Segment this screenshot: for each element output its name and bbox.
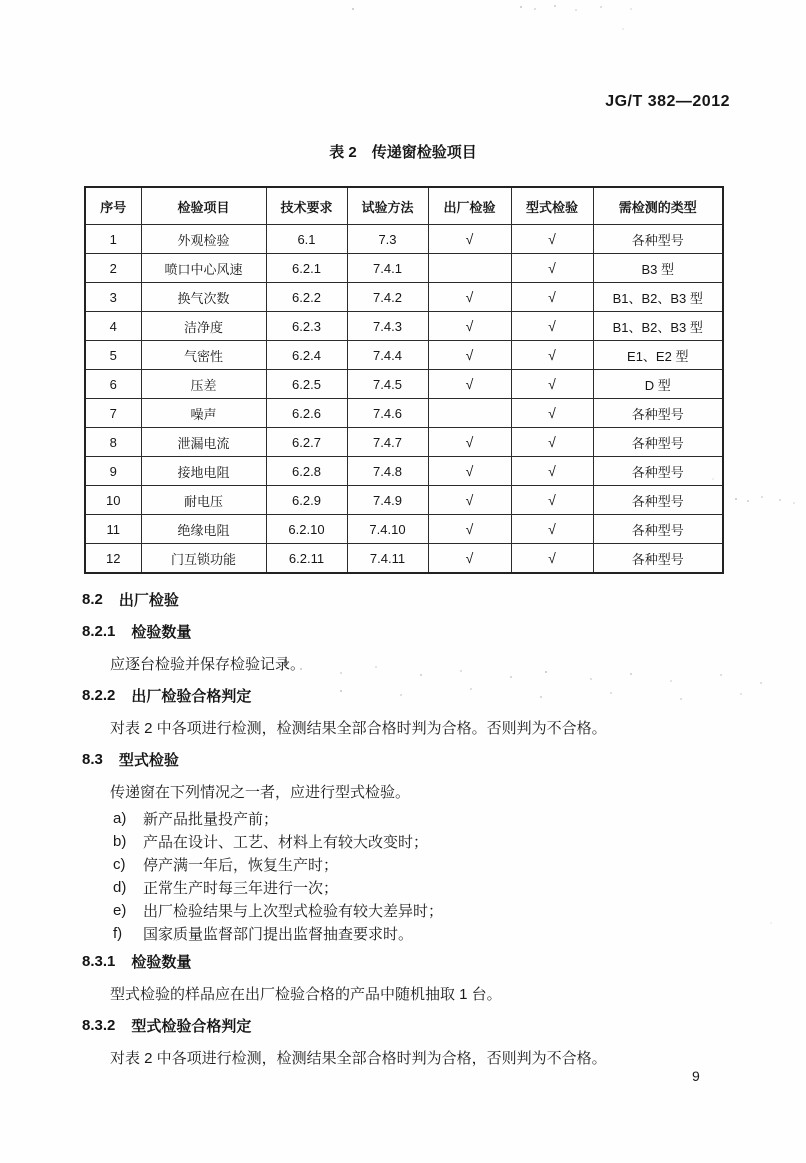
table-cell: 气密性 (141, 341, 266, 370)
table-cell: 7.4.5 (347, 370, 428, 399)
section-title: 型式检验 (118, 751, 179, 769)
table-cell: 各种型号 (593, 428, 723, 457)
table-row (85, 544, 723, 574)
table-row (85, 225, 723, 254)
table-cell: 6 (85, 370, 141, 399)
section-title: 出厂检验 (118, 591, 179, 609)
inspection-items-table (84, 186, 724, 574)
list-item (82, 922, 732, 945)
check-cell: √ (428, 515, 511, 544)
table-cell: 6.2.11 (266, 544, 347, 574)
check-cell: √ (428, 225, 511, 254)
check-cell: √ (428, 428, 511, 457)
table-cell: 门互锁功能 (141, 544, 266, 574)
table-cell: 6.1 (266, 225, 347, 254)
table-row (85, 515, 723, 544)
table-cell: 喷口中心风速 (141, 254, 266, 283)
table-row (85, 486, 723, 515)
table-cell: B3 型 (593, 254, 723, 283)
table-cell: 6.2.8 (266, 457, 347, 486)
check-cell: √ (511, 312, 593, 341)
check-cell: √ (428, 370, 511, 399)
table-row (85, 341, 723, 370)
paragraph: 传递窗在下列情况之一者，应进行型式检验。 (110, 783, 411, 801)
table-cell: 7.4.6 (347, 399, 428, 428)
table-cell: 外观检验 (141, 225, 266, 254)
section-heading (82, 583, 732, 615)
check-cell: √ (511, 370, 593, 399)
check-cell: √ (428, 312, 511, 341)
section-title: 型式检验合格判定 (131, 1017, 252, 1035)
list-marker: a) (113, 810, 127, 827)
list-text: 停产满一年后，恢复生产时； (143, 857, 339, 874)
paragraph: 对表 2 中各项进行检测，检测结果全部合格时判为合格，否则判为不合格。 (110, 1049, 607, 1067)
table-body (85, 225, 723, 574)
list-item (82, 830, 732, 853)
list-marker: c) (113, 856, 126, 873)
table-cell: 12 (85, 544, 141, 574)
list-text: 产品在设计、工艺、材料上有较大改变时； (143, 834, 429, 851)
table-cell: B1、B2、B3 型 (593, 312, 723, 341)
table-cell: 6.2.9 (266, 486, 347, 515)
column-header: 出厂检验 (428, 187, 511, 225)
column-header: 检验项目 (141, 187, 266, 225)
section-heading (82, 743, 732, 775)
table-cell: 压差 (141, 370, 266, 399)
table-row (85, 399, 723, 428)
paragraph: 对表 2 中各项进行检测，检测结果全部合格时判为合格。否则判为不合格。 (110, 719, 607, 737)
paragraph: 型式检验的样品应在出厂检验合格的产品中随机抽取 1 台。 (110, 985, 502, 1003)
check-cell: √ (511, 428, 593, 457)
table-cell: 7 (85, 399, 141, 428)
check-cell: √ (511, 225, 593, 254)
column-header: 试验方法 (347, 187, 428, 225)
section-title: 检验数量 (131, 623, 192, 641)
list-text: 国家质量监督部门提出监督抽查要求时。 (143, 926, 414, 943)
table-cell: 10 (85, 486, 141, 515)
page-number: 9 (692, 1068, 700, 1084)
table-cell: 6.2.7 (266, 428, 347, 457)
section-number: 8.3 (82, 750, 103, 768)
table-cell: 接地电阻 (141, 457, 266, 486)
check-cell: √ (511, 399, 593, 428)
table-cell: 1 (85, 225, 141, 254)
list-marker: b) (113, 833, 127, 850)
scan-noise (284, 660, 287, 666)
table-cell: 绝缘电阻 (141, 515, 266, 544)
table-cell: 各种型号 (593, 457, 723, 486)
table-cell: 6.2.2 (266, 283, 347, 312)
table-cell: 7.4.8 (347, 457, 428, 486)
section-heading (82, 1009, 732, 1041)
list-marker: d) (113, 879, 127, 896)
table-cell: 7.4.1 (347, 254, 428, 283)
scan-noise (622, 28, 624, 30)
table-row (85, 457, 723, 486)
table-cell: 6.2.6 (266, 399, 347, 428)
check-cell: √ (511, 283, 593, 312)
scan-noise (520, 6, 522, 8)
table-cell: 7.4.11 (347, 544, 428, 574)
table-cell: 7.4.7 (347, 428, 428, 457)
table-cell: 各种型号 (593, 399, 723, 428)
check-cell: √ (511, 544, 593, 574)
table-cell: 6.2.10 (266, 515, 347, 544)
scan-noise (712, 478, 714, 480)
section-title: 检验数量 (131, 953, 192, 971)
table-cell: 7.4.9 (347, 486, 428, 515)
table-row (85, 312, 723, 341)
section-title: 出厂检验合格判定 (131, 687, 252, 705)
table-cell: 7.4.3 (347, 312, 428, 341)
table-header-row (85, 187, 723, 225)
table-cell: B1、B2、B3 型 (593, 283, 723, 312)
table-cell: 噪声 (141, 399, 266, 428)
table-cell: 6.2.5 (266, 370, 347, 399)
table-cell: 耐电压 (141, 486, 266, 515)
table-header (85, 187, 723, 225)
table-cell: 7.3 (347, 225, 428, 254)
column-header: 需检测的类型 (593, 187, 723, 225)
check-cell: √ (511, 486, 593, 515)
scan-noise (770, 922, 772, 924)
section-number: 8.3.1 (82, 952, 116, 970)
check-cell: √ (428, 283, 511, 312)
check-cell: √ (511, 457, 593, 486)
table-cell: 6.2.3 (266, 312, 347, 341)
table-cell: 换气次数 (141, 283, 266, 312)
list-item (82, 876, 732, 899)
table-cell: 11 (85, 515, 141, 544)
table-cell: 洁净度 (141, 312, 266, 341)
document-body (82, 583, 732, 1073)
section-number: 8.2.1 (82, 622, 116, 640)
table-cell: 2 (85, 254, 141, 283)
list-item (82, 853, 732, 876)
table-cell: 各种型号 (593, 486, 723, 515)
check-cell (428, 254, 511, 283)
scan-noise (735, 498, 737, 500)
list-text: 出厂检验结果与上次型式检验有较大差异时； (143, 903, 444, 920)
table-row (85, 283, 723, 312)
check-cell: √ (511, 341, 593, 370)
table-cell: D 型 (593, 370, 723, 399)
check-cell: √ (511, 515, 593, 544)
column-header: 序号 (85, 187, 141, 225)
list-text: 新产品批量投产前； (143, 811, 279, 828)
table-row (85, 370, 723, 399)
column-header: 技术要求 (266, 187, 347, 225)
check-cell: √ (428, 486, 511, 515)
section-number: 8.2 (82, 590, 103, 608)
table-cell: 各种型号 (593, 515, 723, 544)
table-cell: E1、E2 型 (593, 341, 723, 370)
list-marker: f) (113, 925, 123, 942)
paragraph: 应逐台检验并保存检验记录。 (110, 655, 306, 673)
table-cell: 7.4.2 (347, 283, 428, 312)
section-number: 8.2.2 (82, 686, 116, 704)
table-cell: 7.4.4 (347, 341, 428, 370)
check-cell: √ (511, 254, 593, 283)
section-number: 8.3.2 (82, 1016, 116, 1034)
list-text: 正常生产时每三年进行一次； (143, 880, 339, 897)
table-title: 表 2 传递窗检验项目 (329, 144, 477, 161)
check-cell (428, 399, 511, 428)
table-cell: 9 (85, 457, 141, 486)
check-cell: √ (428, 341, 511, 370)
section-heading (82, 679, 732, 711)
list-item (82, 807, 732, 830)
check-cell: √ (428, 544, 511, 574)
scan-noise (340, 690, 342, 692)
column-header: 型式检验 (511, 187, 593, 225)
table-cell: 8 (85, 428, 141, 457)
scan-noise (300, 668, 302, 670)
table-cell: 5 (85, 341, 141, 370)
section-heading (82, 615, 732, 647)
table-cell: 各种型号 (593, 225, 723, 254)
check-cell: √ (428, 457, 511, 486)
scan-noise (352, 8, 354, 10)
table-cell: 4 (85, 312, 141, 341)
table-row (85, 254, 723, 283)
table-cell: 各种型号 (593, 544, 723, 574)
document-reference: JG/T 382—2012 (605, 93, 730, 110)
list-marker: e) (113, 902, 127, 919)
table-cell: 6.2.1 (266, 254, 347, 283)
list-item (82, 899, 732, 922)
table-cell: 6.2.4 (266, 341, 347, 370)
table-cell: 3 (85, 283, 141, 312)
table-cell: 7.4.10 (347, 515, 428, 544)
table-cell: 泄漏电流 (141, 428, 266, 457)
section-heading (82, 945, 732, 977)
table-row (85, 428, 723, 457)
